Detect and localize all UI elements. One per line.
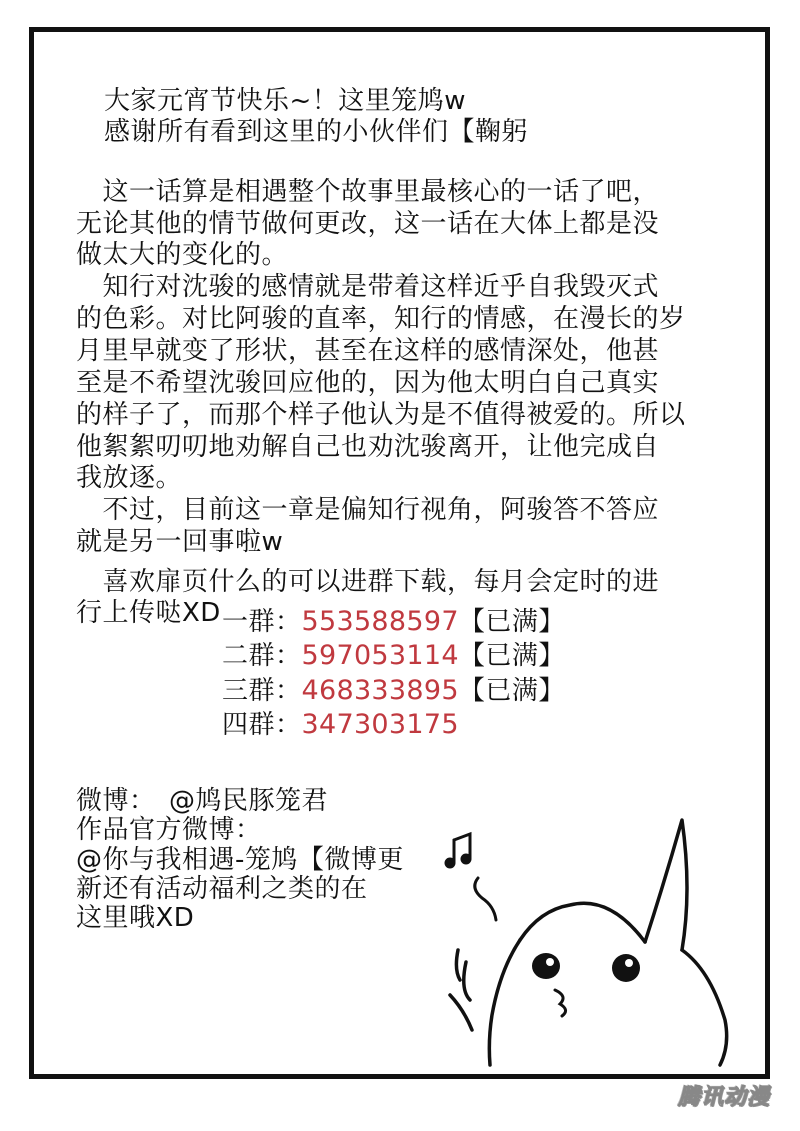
greeting-line-1: 大家元宵节快乐~！这里笼鸠w bbox=[104, 86, 467, 116]
bird-eyes bbox=[532, 953, 640, 982]
paragraph-2-line: 月里早就变了形状，甚至在这样的感情深处，他甚 bbox=[76, 336, 660, 366]
watermark-logo: 腾讯动漫 bbox=[677, 1085, 770, 1110]
group-label: 二群： bbox=[222, 641, 302, 671]
music-note-icon bbox=[446, 834, 496, 920]
group-number[interactable]: 597053114 bbox=[301, 640, 459, 671]
group-status: 【已满】 bbox=[458, 607, 565, 637]
group-label: 四群： bbox=[222, 710, 302, 740]
group-status: 【已满】 bbox=[458, 641, 565, 671]
paragraph-2-line: 至是不希望沈骏回应他的，因为他太明白自己真实 bbox=[76, 368, 660, 398]
group-number[interactable]: 468333895 bbox=[301, 675, 459, 706]
paragraph-3-line: 不过，目前这一章是偏知行视角，阿骏答不答应 bbox=[76, 495, 660, 525]
paragraph-2-line: 知行对沈骏的感情就是带着这样近乎自我毁灭式 bbox=[76, 272, 660, 302]
paragraph-3-line: 就是另一回事啦w bbox=[76, 527, 284, 557]
weibo-official-line: @你与我相遇-笼鸠【微博更 bbox=[76, 845, 404, 875]
paragraph-1-line: 这一话算是相遇整个故事里最核心的一话了吧， bbox=[76, 177, 660, 207]
greeting-line-2: 感谢所有看到这里的小伙伴们【鞠躬 bbox=[104, 117, 529, 147]
group-intro-line: 行上传哒XD bbox=[76, 598, 221, 628]
group-label: 三群： bbox=[222, 676, 302, 706]
group-row bbox=[222, 710, 459, 740]
group-number[interactable]: 553588597 bbox=[301, 606, 459, 637]
paragraph-2-line: 他絮絮叨叨地劝解自己也劝沈骏离开，让他完成自 bbox=[76, 432, 660, 462]
group-label: 一群： bbox=[222, 607, 302, 637]
paragraph-1-line: 做太大的变化的。 bbox=[76, 240, 289, 270]
weibo-official-label: 作品官方微博： bbox=[76, 815, 262, 845]
weibo-official-line: 新还有活动福利之类的在 bbox=[76, 874, 368, 904]
paragraph-2-line: 的样子了，而那个样子他认为是不值得被爱的。所以 bbox=[76, 400, 686, 430]
group-row bbox=[222, 641, 565, 671]
bird-doodle-icon bbox=[420, 800, 750, 1070]
paragraph-2-line: 我放逐。 bbox=[76, 463, 183, 493]
weibo-personal: 微博： @鸠民豚笼君 bbox=[76, 786, 329, 816]
group-number[interactable]: 347303175 bbox=[301, 709, 459, 740]
paragraph-1-line: 无论其他的情节做何更改，这一话在大体上都是没 bbox=[76, 209, 660, 239]
group-status: 【已满】 bbox=[458, 676, 565, 706]
weibo-official-line: 这里哦XD bbox=[76, 903, 195, 933]
group-row bbox=[222, 676, 565, 706]
group-intro-line: 喜欢扉页什么的可以进群下载，每月会定时的进 bbox=[76, 567, 660, 597]
paragraph-2-line: 的色彩。对比阿骏的直率，知行的情感，在漫长的岁 bbox=[76, 304, 686, 334]
group-row bbox=[222, 607, 565, 637]
